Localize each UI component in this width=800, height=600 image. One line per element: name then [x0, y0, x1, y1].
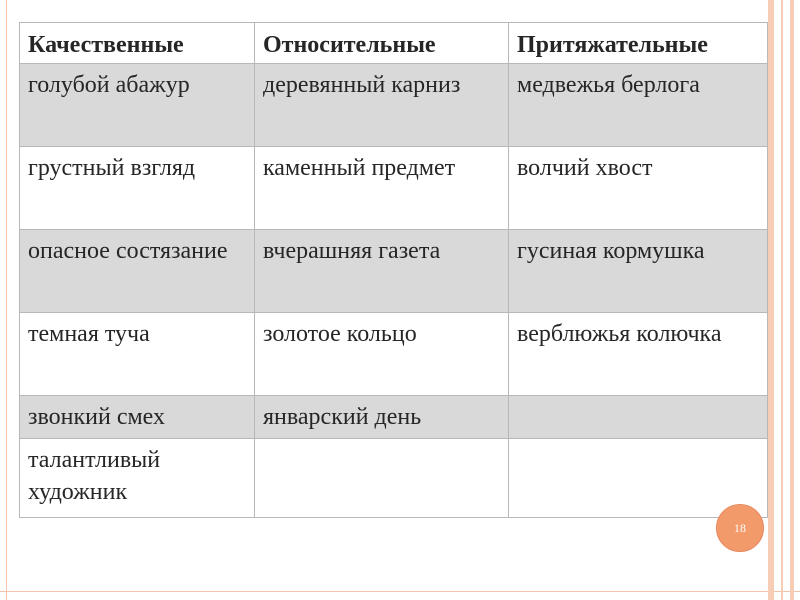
page-number-badge — [716, 504, 764, 552]
header-relative: Относительные — [255, 23, 509, 64]
table-row — [20, 147, 768, 230]
table-cell: каменный предмет — [255, 147, 509, 230]
table-cell: звонкий смех — [20, 396, 255, 439]
frame-line-left — [6, 0, 7, 600]
table-row — [20, 230, 768, 313]
table-cell: вчерашняя газета — [255, 230, 509, 313]
table-cell: гусиная кормушка — [509, 230, 768, 313]
header-possessive: Притяжательные — [509, 23, 768, 64]
table-cell: деревянный карниз — [255, 64, 509, 147]
table-cell: волчий хвост — [509, 147, 768, 230]
table-row — [20, 396, 768, 439]
table-cell: голубой абажур — [20, 64, 255, 147]
table-cell — [255, 439, 509, 518]
table-cell: опасное состязание — [20, 230, 255, 313]
table-cell: темная туча — [20, 313, 255, 396]
table-row — [20, 313, 768, 396]
frame-line-bottom — [0, 591, 800, 592]
table-cell: талантливый художник — [20, 439, 255, 518]
table-cell: медвежья берлога — [509, 64, 768, 147]
table-row — [20, 439, 768, 518]
table-header-row — [20, 23, 768, 64]
table-row — [20, 64, 768, 147]
frame-bar-right — [768, 0, 774, 600]
frame-bar-right-thin — [781, 0, 783, 600]
adjectives-table — [19, 22, 768, 518]
table-cell: золотое кольцо — [255, 313, 509, 396]
table-cell: верблюжья колючка — [509, 313, 768, 396]
table-cell — [509, 396, 768, 439]
frame-bar-right-outer — [790, 0, 794, 600]
table-cell: январский день — [255, 396, 509, 439]
page-number: 18 — [734, 520, 746, 535]
header-qualitative: Качественные — [20, 23, 255, 64]
table-cell: грустный взгляд — [20, 147, 255, 230]
